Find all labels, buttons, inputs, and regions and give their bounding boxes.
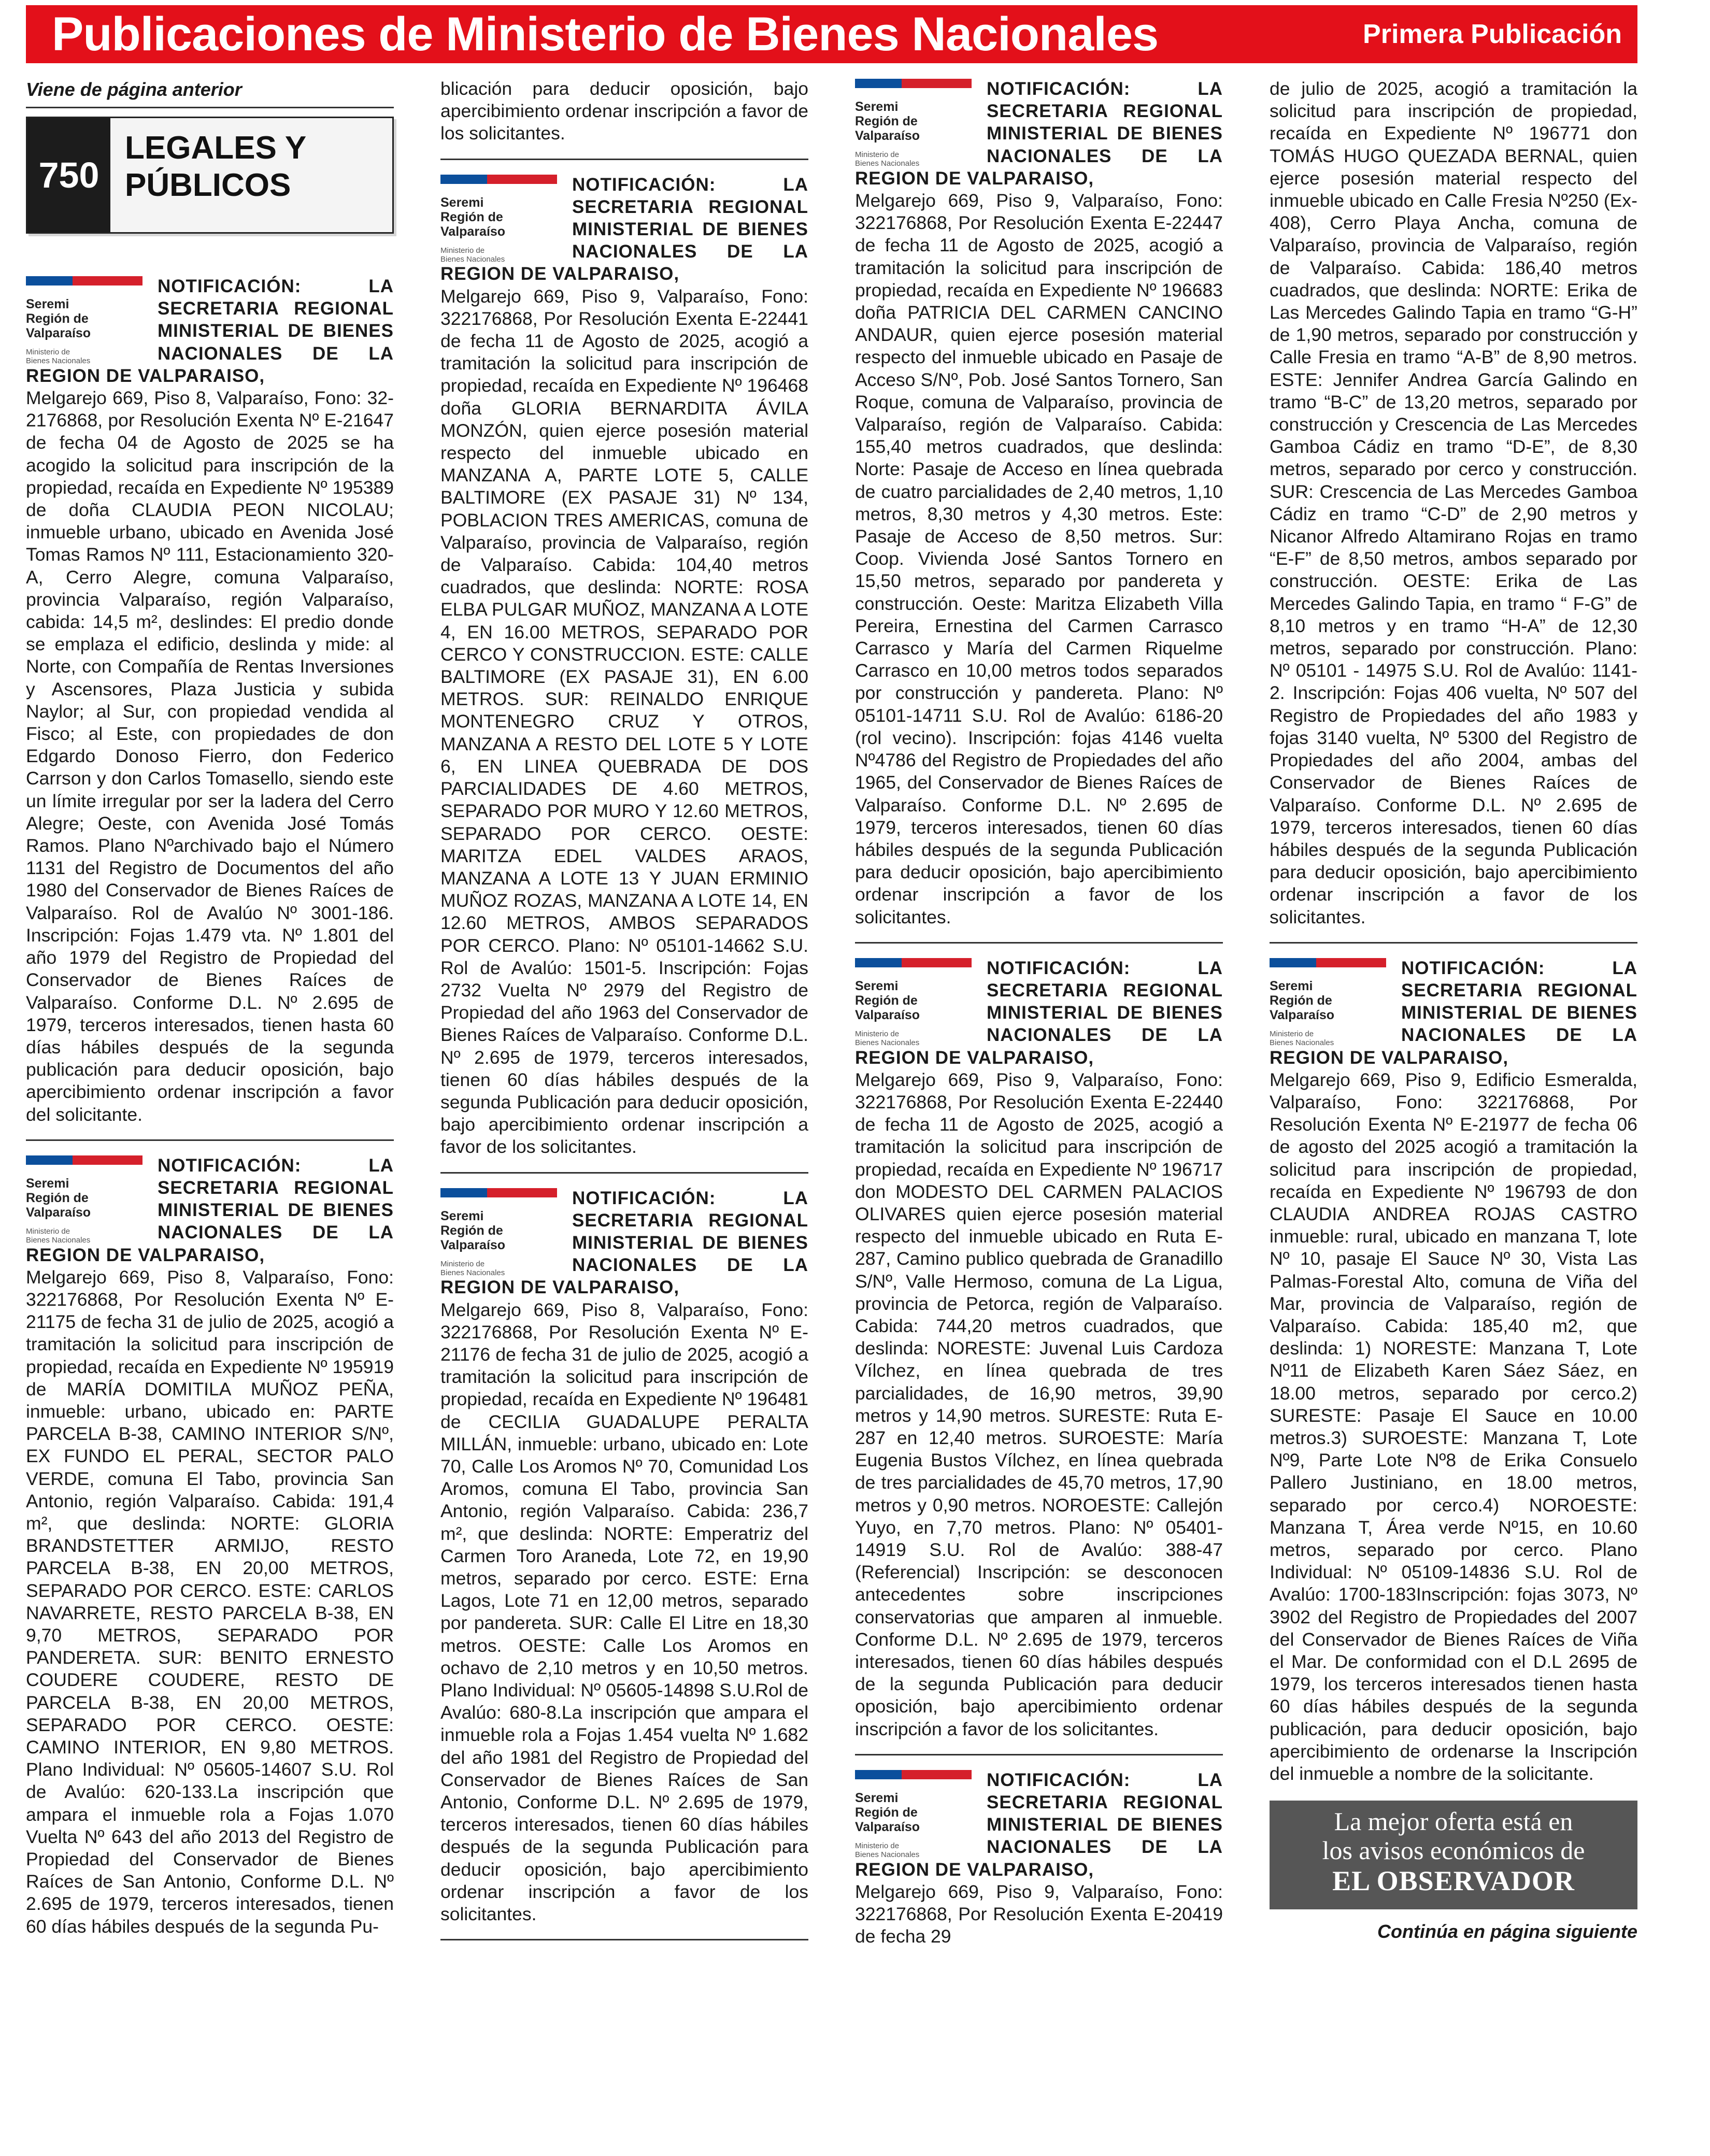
notice-body: Melgarejo 669, Piso 9, Edificio Esmeralda, Valparaíso, Fono: 322176868, Por Resolución Exenta Nº E-21977 de fecha 06 de agosto del 2025 acogió a tramitación la solicitud para inscripción de propiedad, recaída en Expediente Nº 196793 de don CLAUDIA ANDREA ROJAS CASTRO inmueble: rural, ubicado en manzana T, lote Nº 10, pasaje El Sauce Nº 30, Vista Las Palmas-Forestal Alto, comuna de Viña del Mar, provincia de Valparaíso, región de Valparaíso. Cabida: 185,40 m2, que deslinda: 1) NORESTE: Manzana T, Lote Nº11 de Elizabeth Karen Sáez Sáez, en 18.00 metros, separado por cerco.2) SURESTE: Pasaje El Sauce en 10.00 metros.3) SUROESTE: Manzana T, Lote Nº9, Parte Lote Nº8 de Erika Consuelo Pallero Justiniano, en 18.00 metros, separado por cerco.4) NOROESTE: Manzana T, Área verde Nº15, en 10.60 metros, separado por cerco. Plano Individual: Nº 05109-14836 S.U. Rol de Avalúo: 1700-183Inscripción: fojas 3073, Nº 3902 del Registro de Propiedades del 2007 del Conservador de Bienes Raíces de Viña el Mar. De conformidad con el D.L 2695 de 1979, los terceros interesados tienen hasta 60 días hábiles después de la segunda publicación, para deducir oposición, bajo apercibimiento de ordenarse la Inscripción del inmueble a nombre de la solicitante.	[1270, 1069, 1637, 1784]
flag-stripe	[1270, 958, 1386, 967]
notice-body: Melgarejo 669, Piso 9, Valparaíso, Fono: 322176868, Por Resolución Exenta E-22441 de fecha 11 de Agosto de 2025, acogió a tramitación la solicitud para inscripción de propiedad, recaída en Expediente Nº 196468 doña GLORIA BERNARDITA ÁVILA MONZÓN, quien ejerce posesión material respecto del inmueble ubicado en MANZANA A, PARTE LOTE 5, CALLE BALTIMORE (EX PASAJE 31) Nº 134, POBLACION TRES AMERICAS, comuna de Valparaíso, provincia de Valparaíso, región de Valparaíso. Cabida: 104,40 metros cuadrados, que deslinda: NORTE: ROSA ELBA PULGAR MUÑOZ, MANZANA A LOTE 4, EN 16.00 METROS, SEPARADO POR CERCO Y CONSTRUCCION. ESTE: CALLE BALTIMORE (EX PASAJE 31), EN 6.00 METROS. SUR: REINALDO ENRIQUE MONTENEGRO CRUZ Y OTROS, MANZANA A RESTO DEL LOTE 5 Y LOTE 6, EN LINEA QUEBRADA DE DOS PARCIALIDADES DE 4.60 METROS, SEPARADO POR MURO Y 12.60 METROS, SEPARADO POR CERCO. OESTE: MARITZA EDEL VALDES ARAOS, MANZANA A LOTE 13 Y JUAN ERMINIO MUÑOZ ROZAS, MANZANA A LOTE 14, EN 12.60 METROS, AMBOS SEPARADOS POR CERCO. Plano: Nº 05101-14662 S.U. Rol de Avalúo: 1501-5. Inscripción: Fojas 2732 Vuelta Nº 2979 del Registro de Propiedad del año 1963 del Conservador de Bienes Raíces de Valparaíso. Conforme D.L. Nº 2.695 de 1979, terceros interesados, tienen 60 días hábiles después de la segunda Publicación para deducir oposición, bajo apercibimiento ordenar inscripción a favor de los solicitantes.	[440, 285, 808, 1158]
flag-blue	[855, 1770, 902, 1779]
ad-line: los avisos económicos de	[1322, 1836, 1585, 1865]
flag-red	[73, 276, 142, 285]
publication-badge: Primera Publicación	[1363, 19, 1622, 49]
legal-notice	[855, 1769, 1223, 1948]
flag-red	[902, 1770, 972, 1779]
column-4	[1270, 78, 1637, 1944]
seremi-logo	[1270, 958, 1389, 1047]
logo-text: Seremi Región de Valparaíso	[1270, 978, 1335, 1022]
notice-heading: NOTIFICACIÓN: LA SECRETARIA REGIONAL MINISTERIAL DE BIENES NACIONALES DE LA REGION DE VALPARAISO,	[440, 174, 808, 284]
flag-blue	[440, 175, 487, 184]
legal-notice	[855, 957, 1223, 1740]
flag-stripe	[855, 1770, 972, 1779]
logo-ministry-text: Ministerio de Bienes Nacionales	[855, 1841, 920, 1859]
divider	[1270, 942, 1637, 944]
flag-stripe	[440, 1188, 557, 1197]
seremi-logo	[855, 79, 974, 168]
ad-brand-logo: EL OBSERVADOR	[1332, 1865, 1575, 1897]
flag-red	[902, 79, 972, 88]
flag-red	[487, 1188, 557, 1197]
flag-red	[73, 1155, 142, 1165]
divider	[855, 1754, 1223, 1755]
continued-text: blicación para deducir oposición, bajo apercibimiento ordenar inscripción a favor de los solicitantes.	[440, 78, 808, 144]
divider	[26, 1139, 394, 1141]
flag-stripe	[855, 958, 972, 967]
notice-heading: NOTIFICACIÓN: LA SECRETARIA REGIONAL MINISTERIAL DE BIENES NACIONALES DE LA REGION DE VALPARAISO,	[26, 1155, 394, 1265]
seremi-logo	[440, 175, 560, 264]
flag-blue	[855, 79, 902, 88]
flag-red	[1316, 958, 1386, 967]
notice-heading: NOTIFICACIÓN: LA SECRETARIA REGIONAL MINISTERIAL DE BIENES NACIONALES DE LA REGION DE VALPARAISO,	[855, 1769, 1223, 1880]
logo-ministry-text: Ministerio de Bienes Nacionales	[1270, 1029, 1334, 1047]
seremi-logo	[855, 1770, 974, 1859]
seremi-logo	[440, 1188, 560, 1277]
notice-body: Melgarejo 669, Piso 8, Valparaíso, Fono: 322176868, Por Resolución Exenta Nº E-21175 de fecha 31 de julio de 2025, acogió a tramitación la solicitud para inscripción de propiedad, recaída en Expediente Nº 195919 de MARÍA DOMITILA MUÑOZ PEÑA, inmueble: urbano, ubicado en: PARTE PARCELA B-38, CAMINO INTERIOR S/Nº, EX FUNDO EL PERAL, SECTOR PALO VERDE, comuna El Tabo, provincia San Antonio, región Valparaíso. Cabida: 191,4 m², que deslinda: NORTE: GLORIA BRANDSTETTER ARMIJO, RESTO PARCELA B-38, EN 20,00 METROS, SEPARADO POR CERCO. ESTE: CARLOS NAVARRETE, RESTO PARCELA B-38, EN 9,70 METROS, SEPARADO POR PANDERETA. SUR: BENITO ERNESTO COUDERE COUDERE, RESTO DE PARCELA B-38, EN 20,00 METROS, SEPARADO POR CERCO. OESTE: CAMINO INTERIOR, EN 9,80 METROS. Plano Individual: Nº 05605-14607 S.U. Rol de Avalúo: 620-133.La inscripción que ampara el inmueble rola a Fojas 1.070 Vuelta Nº 643 del año 2013 del Registro de Propiedad del Conservador de Bienes Raíces de San Antonio, Conforme D.L. Nº 2.695 de 1979, terceros interesados, tienen 60 días hábiles después de la segunda Pu-	[26, 1266, 394, 1937]
flag-blue	[855, 958, 902, 967]
divider	[855, 942, 1223, 944]
advertisement	[1270, 1801, 1637, 1909]
logo-text: Seremi Región de Valparaíso	[855, 1790, 920, 1834]
notice-body: Melgarejo 669, Piso 8, Valparaíso, Fono: 32-2176868, por Resolución Exenta Nº E-21647 de fecha 04 de Agosto de 2025 se ha acogido la solicitud para inscripción de la propiedad, recaída en Expediente Nº 195389 de doña CLAUDIA PEON NICOLAU; inmueble urbano, ubicado en Avenida José Tomas Ramos Nº 111, Estacionamiento 320-A, Cerro Alegre, comuna Valparaíso, provincia Valparaíso, región Valparaíso, cabida: 14,5 m², deslindes: El predio donde se emplaza el edificio, deslinda y mide: al Norte, con Compañía de Rentas Inversiones y Ascensores, Plaza Justicia y subida Naylor; al Sur, con propiedad vendida al Fisco; al Este, con propiedades de don Edgardo Donoso Fierro, don Federico Carrson y don Carlos Tomasello, siendo este un límite irregular por ser la ladera del Cerro Alegre; Oeste, con Avenida José Tomás Ramos. Plano Nºarchivado bajo el Número 1131 del Registro de Documentos del año 1980 del Conservador de Bienes Raíces de Valparaíso. Rol de Avalúo Nº 3001-186. Inscripción: Fojas 1.479 vta. Nº 1.801 del año 1979 del Registro de Propiedad del Conservador de Bienes Raíces de Valparaíso. Conforme D.L. Nº 2.695 de 1979, terceros interesados, tienen hasta 60 días hábiles después de la segunda publicación para deducir oposición, bajo apercibimiento ordenar inscripción a favor del solicitante.	[26, 388, 394, 1125]
column-2	[440, 78, 808, 1954]
continued-on-note: Continúa en página siguiente	[1377, 1921, 1637, 1943]
notice-heading: NOTIFICACIÓN: LA SECRETARIA REGIONAL MINISTERIAL DE BIENES NACIONALES DE LA REGION DE VALPARAISO,	[855, 958, 1223, 1068]
logo-ministry-text: Ministerio de Bienes Nacionales	[26, 348, 91, 365]
flag-stripe	[26, 1155, 142, 1165]
divider	[440, 159, 808, 160]
header-banner	[26, 5, 1637, 63]
notice-heading: NOTIFICACIÓN: LA SECRETARIA REGIONAL MINISTERIAL DE BIENES NACIONALES DE LA REGION DE VALPARAISO,	[1270, 958, 1637, 1068]
flag-stripe	[26, 276, 142, 285]
logo-text: Seremi Región de Valparaíso	[440, 195, 506, 239]
notice-body: Melgarejo 669, Piso 9, Valparaíso, Fono: 322176868, Por Resolución Exenta E-20419 de fecha 29	[855, 1881, 1223, 1947]
seremi-logo	[26, 1155, 145, 1245]
legal-notice	[26, 1154, 394, 1938]
column-1	[26, 78, 394, 1938]
logo-ministry-text: Ministerio de Bienes Nacionales	[440, 1259, 505, 1277]
logo-text: Seremi Región de Valparaíso	[26, 297, 91, 340]
legal-notice	[855, 78, 1223, 929]
flag-stripe	[440, 175, 557, 184]
notice-body: Melgarejo 669, Piso 8, Valparaíso, Fono: 322176868, Por Resolución Exenta Nº E-21176 de fecha 31 de julio de 2025, acogió a tramitación la solicitud para inscripción de propiedad, recaída en Expediente Nº 196481 de CECILIA GUADALUPE PERALTA MILLÁN, inmueble: urbano, ubicado en: Lote 70, Calle Los Aromos Nº 70, Comunidad Los Aromos, comuna El Tabo, provincia San Antonio, región Valparaíso. Cabida: 236,7 m², que deslinda: NORTE: Emperatriz del Carmen Toro Araneda, Lote 72, en 19,90 metros, separado por cerco. ESTE: Erna Lagos, Lote 71 en 12,00 metros, separado por pandereta. SUR: Calle El Litre en 18,30 metros. OESTE: Calle Los Aromos en ochavo de 2,10 metros y en 10,50 metros. Plano Individual: Nº 05605-14898 S.U.Rol de Avalúo: 680-8.La inscripción que ampara el inmueble rola a Fojas 1.454 vuelta Nº 1.682 del año 1981 del Registro de Propiedad del Conservador de Bienes Raíces de San Antonio, Conforme D.L. Nº 2.695 de 1979, terceros interesados, tienen 60 días hábiles después de la segunda Publicación para deducir oposición, bajo apercibimiento ordenar inscripción a favor de los solicitantes.	[440, 1299, 808, 1925]
legal-notice	[1270, 957, 1637, 1786]
seremi-logo	[26, 276, 145, 365]
flag-blue	[26, 1155, 73, 1165]
section-title: LEGALES Y PÚBLICOS	[125, 130, 306, 203]
notice-body: Melgarejo 669, Piso 9, Valparaíso, Fono: 322176868, Por Resolución Exenta E-22440 de fecha 11 de Agosto de 2025, acogió a tramitación la solicitud para inscripción de propiedad, recaída en Expediente Nº 196717 don MODESTO DEL CARMEN PALACIOS OLIVARES quien ejerce posesión material respecto del inmueble ubicado en Ruta E-287, Camino publico quebrada de Granadillo S/Nº, Valle Hermoso, comuna de La Ligua, provincia de Petorca, región de Valparaíso. Cabida: 744,20 metros cuadrados, que deslinda: NORESTE: Juvenal Luis Cardoza Vílchez, en línea quebrada de tres parcialidades, de 16,90 metros, 39,90 metros y 14,90 metros. SURESTE: Ruta E-287 en 12,40 metros. SUROESTE: María Eugenia Bustos Vílchez, en línea quebrada de tres parcialidades de 45,70 metros, 17,90 metros y 0,90 metros. NOROESTE: Callejón Yuyo, en 7,70 metros. Plano: Nº 05401-14919 S.U. Rol de Avalúo: 388-47 (Referencial) Inscripción: se desconocen antecedentes sobre inscripciones conservatorias que amparen al inmueble. Conforme D.L. Nº 2.695 de 1979, terceros interesados, tienen 60 días hábiles después de la segunda Publicación para deducir oposición, bajo apercibimiento ordenar inscripción a favor de los solicitantes.	[855, 1069, 1223, 1739]
continued-text: de julio de 2025, acogió a tramitación la solicitud para inscripción de propiedad, recaída en Expediente Nº 196771 don TOMÁS HUGO QUEZADA BERNAL, quien ejerce posesión material respecto del inmueble ubicado en Calle Fresia Nº250 (Ex-408), Cerro Playa Ancha, comuna de Valparaíso, provincia de Valparaíso, región de Valparaíso. Cabida: 186,40 metros cuadrados, que deslinda: NORTE: Erika de Las Mercedes Galindo Tapia en tramo “G-H” de 1,90 metros, separado por construcción y Calle Fresia en tramo “A-B” de 8,90 metros. ESTE: Jennifer Andrea García Galindo en tramo “B-C” de 13,20 metros, separado por construcción y Crescencia de Las Mercedes Gamboa Cádiz en tramo “D-E”, de 8,30 metros, separado por cerco y construcción. SUR: Crescencia de Las Mercedes Gamboa Cádiz en tramo “C-D” de 2,90 metros y Nicanor Alfredo Altamirano Rojas en tramo “E-F” de 8,50 metros, ambos separado por construcción. OESTE: Erika de Las Mercedes Galindo Tapia, en tramo “ F-G” de 8,10 metros y en tramo “H-A” de 12,30 metros, separado por construcción. Plano: Nº 05101 - 14975 S.U. Rol de Avalúo: 1141-2. Inscripción: Fojas 406 vuelta, Nº 507 del Registro de Propiedades del año 1983 y fojas 3140 vuelta, Nº 5300 del Registro de Propiedades del año 2004, ambas del Conservador de Bienes Raíces de Valparaíso. Conforme D.L. Nº 2.695 de 1979, terceros interesados, tienen 60 días hábiles después de la segunda Publicación para deducir oposición, bajo apercibimiento ordenar inscripción a favor de los solicitantes.	[1270, 78, 1637, 927]
flag-stripe	[855, 79, 972, 88]
legal-notice	[440, 1187, 808, 1926]
notice-heading: NOTIFICACIÓN: LA SECRETARIA REGIONAL MINISTERIAL DE BIENES NACIONALES DE LA REGION DE VALPARAISO,	[26, 276, 394, 386]
continued-from-note: Viene de página anterior	[26, 78, 394, 108]
flag-blue	[440, 1188, 487, 1197]
section-header	[26, 117, 394, 234]
logo-text: Seremi Región de Valparaíso	[855, 99, 920, 143]
notice-heading: NOTIFICACIÓN: LA SECRETARIA REGIONAL MINISTERIAL DE BIENES NACIONALES DE LA REGION DE VALPARAISO,	[855, 79, 1223, 189]
flag-blue	[26, 276, 73, 285]
flag-red	[487, 175, 557, 184]
logo-text: Seremi Región de Valparaíso	[440, 1208, 506, 1252]
notice-heading: NOTIFICACIÓN: LA SECRETARIA REGIONAL MINISTERIAL DE BIENES NACIONALES DE LA REGION DE VALPARAISO,	[440, 1188, 808, 1298]
logo-ministry-text: Ministerio de Bienes Nacionales	[855, 1029, 920, 1047]
notice-body: Melgarejo 669, Piso 9, Valparaíso, Fono: 322176868, Por Resolución Exenta E-22447 de fecha 11 de Agosto de 2025, acogió a tramitación la solicitud para inscripción de propiedad, recaída en Expediente Nº 196683 doña PATRICIA DEL CARMEN CANCINO ANDAUR, quien ejerce posesión material respecto del inmueble ubicado en Pasaje de Acceso S/Nº, Pob. José Santos Tornero, San Roque, comuna de Valparaíso, provincia de Valparaíso, región de Valparaíso. Cabida: 155,40 metros cuadrados, que deslinda: Norte: Pasaje de Acceso en línea quebrada de cuatro parcialidades de 2,40 metros, 1,10 metros, 8,30 metros y 4,30 metros. Este: Pasaje de Acceso de 8,50 metros. Sur: Coop. Vivienda José Santos Tornero en 15,50 metros, separado por pandereta y construcción. Oeste: Maritza Elizabeth Villa Pereira, Ernestina del Carmen Carrasco Carrasco y María del Carmen Riquelme Carrasco en 10,00 metros todos separados por construcción y pandereta. Plano: Nº 05101-14711 S.U. Rol de Avalúo: 6186-20 (rol vecino). Inscripción: fojas 4146 vuelta Nº4786 del Registro de Propiedades del año 1965, del Conservador de Bienes Raíces de Valparaíso. Conforme D.L. Nº 2.695 de 1979, terceros interesados, tienen 60 días hábiles después de la segunda Publicación para deducir oposición, bajo apercibimiento ordenar inscripción a favor de los solicitantes.	[855, 190, 1223, 927]
flag-blue	[1270, 958, 1316, 967]
page-title: Publicaciones de Ministerio de Bienes Nacionales	[52, 8, 1159, 61]
ad-line: La mejor oferta está en	[1334, 1807, 1573, 1836]
divider	[440, 1172, 808, 1174]
seremi-logo	[855, 958, 974, 1047]
column-3	[855, 78, 1223, 1948]
divider	[440, 1939, 808, 1940]
legal-notice	[440, 174, 808, 1159]
logo-ministry-text: Ministerio de Bienes Nacionales	[855, 150, 920, 168]
logo-ministry-text: Ministerio de Bienes Nacionales	[26, 1226, 91, 1245]
logo-text: Seremi Región de Valparaíso	[855, 978, 920, 1022]
section-number: 750	[27, 118, 110, 232]
logo-text: Seremi Región de Valparaíso	[26, 1176, 91, 1220]
legal-notice	[26, 275, 394, 1126]
flag-red	[902, 958, 972, 967]
logo-ministry-text: Ministerio de Bienes Nacionales	[440, 246, 505, 264]
